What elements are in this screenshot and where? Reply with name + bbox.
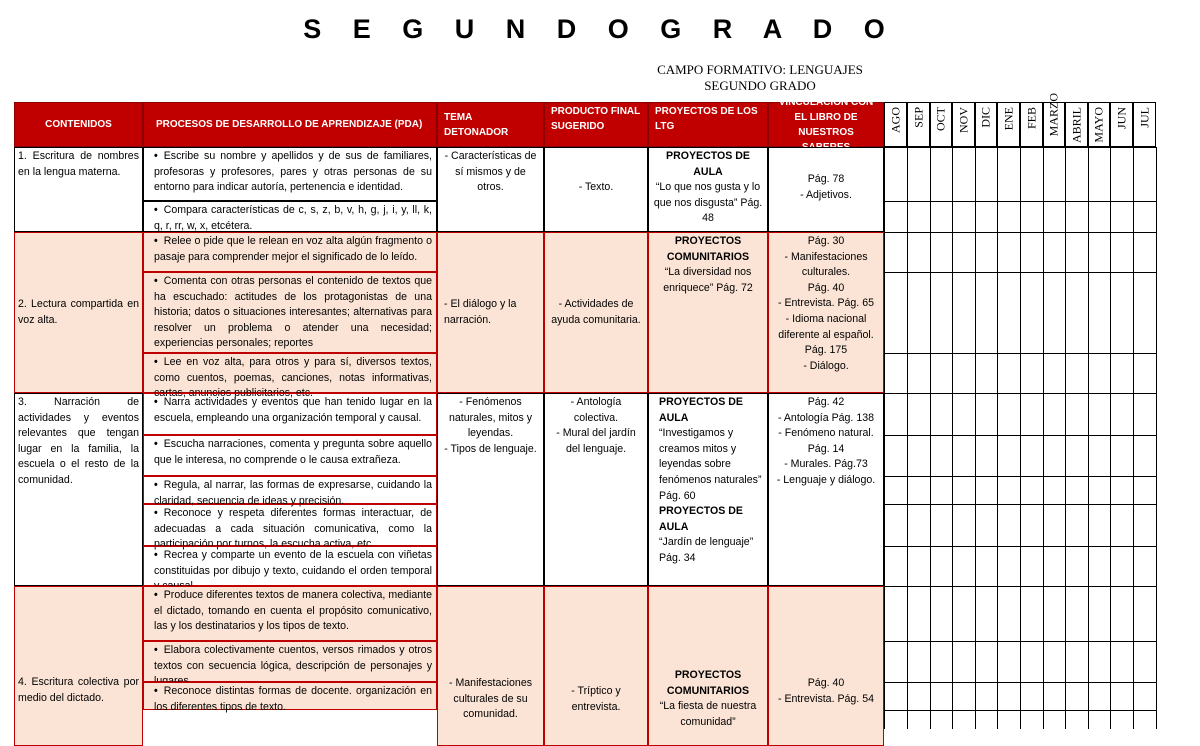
month-nov: NOV: [952, 102, 975, 147]
vinculacion-1: Pág. 78 - Adjetivos.: [768, 147, 884, 232]
vinculacion-2: Pág. 30 - Manifestaciones culturales. Pág. 40 - Entrevista. Pág. 65 - Idioma nacional diferente al español. Pág. 175 - Diálogo.: [768, 232, 884, 393]
proyecto-2: PROYECTOS COMUNITARIOS “La diversidad nos enriquece” Pág. 72: [648, 232, 768, 393]
month-oct: OCT: [930, 102, 952, 147]
proyecto-1: PROYECTOS DE AULA “Lo que nos gusta y lo que nos disgusta” Pág. 48: [648, 147, 768, 232]
producto-3: - Antología colectiva. - Mural del jardín del lenguaje.: [544, 393, 648, 586]
pda-1-2: • Compara características de c, s, z, b, v, h, g, j, i, y, ll, k, q, r, rr, w, x, etcétera.: [143, 201, 437, 232]
pda-3-5: • Recrea y comparte un evento de la escuela con viñetas constituidas por dibujo y texto, cuidando el orden temporal: [143, 546, 437, 586]
tema-4: - Manifestaciones culturales de su comunidad.: [437, 586, 544, 746]
pda-3-3: • Regula, al narrar, las formas de expresarse, cuidando la claridad, secuencia de ideas y precisión.: [143, 476, 437, 504]
contenido-2: 2. Lectura compartida en voz alta.: [14, 232, 143, 393]
header-vinculacion: VINCULACIÓN CON EL LIBRO DE NUESTROS SABERES: [768, 102, 884, 147]
header-proyectos: PROYECTOS DE LOS LTG: [648, 102, 768, 147]
pda-3-2: • Escucha narraciones, comenta y pregunta sobre aquello que le interesa, no comprende o le causa extrañeza.: [143, 435, 437, 476]
proyecto-3: PROYECTOS DE AULA “Investigamos y creamos mitos y leyendas sobre fenómenos naturales” Pág. 60 PROYECTOS DE AULA “Jardín de lenguaje” Pág. 34: [648, 393, 768, 586]
month-abril: ABRIL: [1065, 102, 1088, 147]
pda-2-2: • Comenta con otras personas el contenido de textos que ha escuchado: actitudes de los protagonistas de una historia; datos o situaciones interesantes; alternativas para resolver un problema o atender una necesidad; experiencias personales; reportes: [143, 272, 437, 353]
header-contenidos: CONTENIDOS: [14, 102, 143, 147]
campo-formativo: CAMPO FORMATIVO: LENGUAJES: [657, 62, 863, 77]
proyecto-4: PROYECTOS COMUNITARIOS “La fiesta de nuestra comunidad”: [648, 586, 768, 746]
pda-1-1: • Escribe su nombre y apellidos y de sus de familiares, profesoras y profesores, pares y otras personas de su entorno para indicar autoría, pertenencia e identidad.: [143, 147, 437, 201]
month-feb: FEB: [1020, 102, 1043, 147]
producto-4: - Tríptico y entrevista.: [544, 586, 648, 746]
header-pda: PROCESOS DE DESARROLLO DE APRENDIZAJE (PDA): [143, 102, 437, 147]
month-mayo: MAYO: [1088, 102, 1110, 147]
pda-2-3: • Lee en voz alta, para otros y para sí, diversos textos, como cuentos, poemas, canciones, notas informativas, cartas, anuncios publicitarios, etc.: [143, 353, 437, 393]
tema-2: - El diálogo y la narración.: [437, 232, 544, 393]
month-sep: SEP: [907, 102, 930, 147]
vinculacion-3: Pág. 42 - Antología Pág. 138 - Fenómeno natural. Pág. 14 - Murales. Pág.73 - Lenguaje y diálogo.: [768, 393, 884, 586]
producto-1: - Texto.: [544, 147, 648, 232]
contenido-4: 4. Escritura colectiva por medio del dictado.: [14, 586, 143, 746]
month-dic: DIC: [975, 102, 997, 147]
header-tema: TEMA DETONADOR: [437, 102, 544, 147]
pda-4-3: • Reconoce distintas formas de docente. organización en los diferentes tipos de texto.: [143, 682, 437, 710]
contenido-3: 3. Narración de actividades y eventos relevantes que tengan lugar en la familia, la escuela o el resto de la comunidad.: [14, 393, 143, 586]
pda-3-1: • Narra actividades y eventos que han tenido lugar en la escuela, empleando una organización temporal y causal.: [143, 393, 437, 435]
vinculacion-4: Pág. 40 - Entrevista. Pág. 54: [768, 586, 884, 746]
month-jul: JUL: [1133, 102, 1156, 147]
grado-label: SEGUNDO GRADO: [704, 78, 816, 93]
pda-4-1: • Produce diferentes textos de manera colectiva, mediante el dictado, tomando en cuenta el propósito comunicativo, las y los destinatarios y los tipos de texto.: [143, 586, 437, 641]
month-ene: ENE: [997, 102, 1020, 147]
pda-3-4: • Reconoce y respeta diferentes formas interactuar, de adecuadas a cada situación comunicativa, como la participación por turnos, la escucha activa, etc.: [143, 504, 437, 546]
tema-1: - Características de sí mismos y de otros.: [437, 147, 544, 232]
month-jun: JUN: [1110, 102, 1133, 147]
tema-3: - Fenómenos naturales, mitos y leyendas. - Tipos de lenguaje.: [437, 393, 544, 586]
month-ago: AGO: [884, 102, 907, 147]
pda-4-2: • Elabora colectivamente cuentos, versos rimados y otros textos con secuencia lógica, descripción de personajes y: [143, 641, 437, 682]
month-marzo: MARZO: [1043, 102, 1065, 147]
contenido-1: 1. Escritura de nombres en la lengua materna.: [14, 147, 143, 232]
pda-2-1: • Relee o pide que le relean en voz alta algún fragmento o pasaje para comprender mejor el significado de lo leído.: [143, 232, 437, 272]
header-producto: PRODUCTO FINAL SUGERIDO: [544, 102, 648, 147]
page-title: S E G U N D O G R A D O: [303, 14, 897, 44]
month-tracking-grid[interactable]: [884, 147, 1157, 729]
producto-2: - Actividades de ayuda comunitaria.: [544, 232, 648, 393]
